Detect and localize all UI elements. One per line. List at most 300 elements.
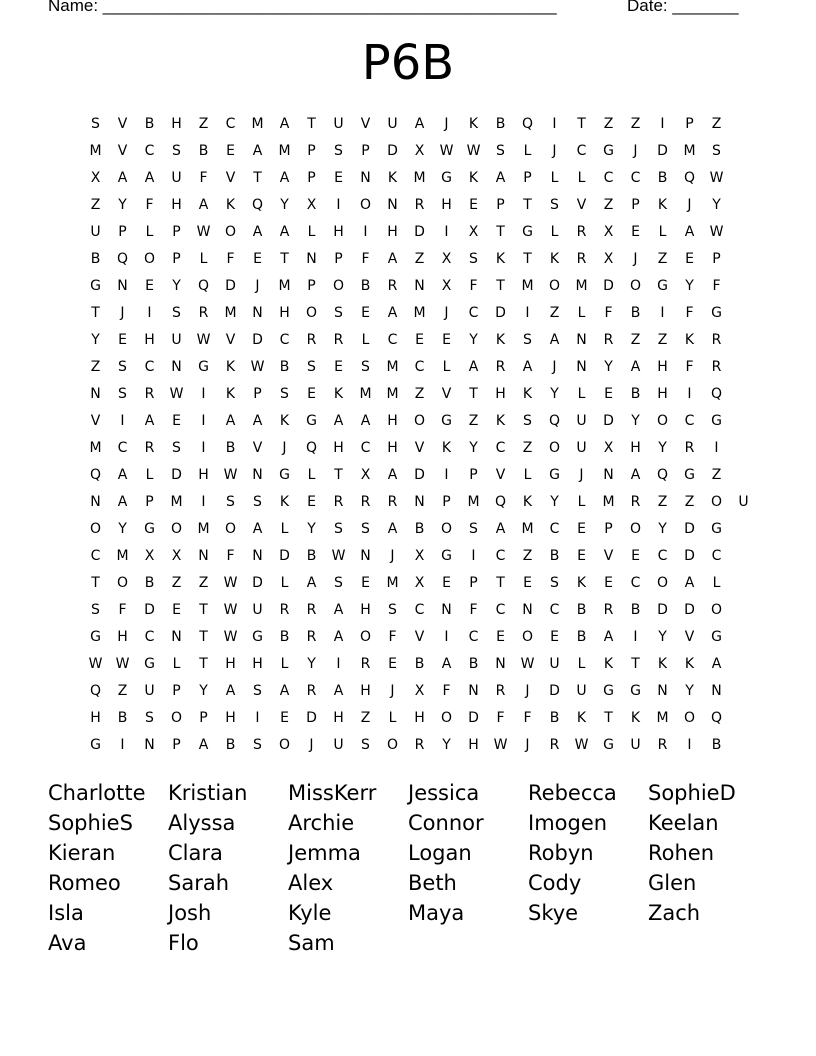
grid-cell: P [307, 170, 316, 186]
grid-cell: R [144, 386, 155, 402]
grid-cell: W [196, 332, 211, 348]
grid-cell: S [118, 359, 127, 375]
grid-cell: R [414, 737, 425, 753]
grid-cell: P [712, 251, 721, 267]
grid-cell: R [144, 440, 155, 456]
grid-cell: M [89, 143, 102, 159]
grid-cell: C [549, 521, 560, 537]
grid-cell: M [116, 548, 129, 564]
grid-cell: P [172, 683, 181, 699]
grid-cell: K [549, 251, 560, 267]
grid-cell: S [91, 602, 100, 618]
grid-cell: W [709, 170, 724, 186]
grid-cell: B [306, 548, 317, 564]
grid-cell: A [306, 575, 317, 591]
grid-cell: M [521, 521, 534, 537]
word-list-item: Josh [168, 901, 212, 925]
grid-cell: L [145, 224, 154, 240]
word-list-item: Skye [528, 901, 579, 925]
grid-cell: C [414, 602, 425, 618]
grid-cell: C [657, 548, 668, 564]
grid-cell: Z [117, 683, 128, 699]
grid-cell: D [495, 305, 506, 321]
grid-cell: H [468, 737, 479, 753]
grid-cell: B [90, 251, 101, 267]
grid-cell: A [387, 251, 398, 267]
grid-cell: Z [414, 251, 425, 267]
grid-row [82, 246, 757, 273]
grid-cell: F [685, 359, 694, 375]
grid-cell: X [603, 224, 614, 240]
grid-cell: G [630, 683, 641, 699]
grid-cell: Y [307, 521, 316, 537]
grid-cell: N [90, 494, 101, 510]
grid-cell: P [469, 575, 478, 591]
grid-cell: C [495, 602, 506, 618]
grid-row [82, 435, 757, 462]
grid-cell: Z [657, 494, 668, 510]
word-list-item: SophieD [648, 781, 736, 805]
word-list-item: Clara [168, 841, 223, 865]
grid-cell: R [576, 251, 587, 267]
grid-cell: D [657, 602, 668, 618]
grid-cell: X [414, 575, 425, 591]
grid-cell: Q [305, 440, 318, 456]
grid-cell: F [496, 710, 505, 726]
grid-cell: Z [171, 575, 182, 591]
grid-cell: Y [604, 359, 613, 375]
grid-cell: R [306, 629, 317, 645]
grid-cell: W [223, 575, 238, 591]
grid-cell: G [603, 737, 614, 753]
grid-cell: D [684, 521, 695, 537]
page-title: P6B [361, 35, 455, 91]
grid-row [82, 138, 757, 165]
grid-cell: A [144, 413, 155, 429]
grid-cell: I [201, 386, 206, 402]
grid-cell: H [387, 440, 398, 456]
grid-cell: C [630, 575, 641, 591]
grid-cell: S [253, 494, 262, 510]
grid-cell: Q [548, 413, 561, 429]
grid-cell: E [361, 575, 370, 591]
grid-cell: I [120, 413, 125, 429]
grid-cell: A [630, 359, 641, 375]
word-list-item: Connor [408, 811, 484, 835]
grid-cell: B [279, 359, 290, 375]
grid-cell: A [117, 467, 128, 483]
grid-cell: P [631, 197, 640, 213]
grid-cell: T [604, 710, 613, 726]
grid-cell: A [387, 521, 398, 537]
grid-cell: N [171, 359, 182, 375]
grid-cell: I [444, 224, 449, 240]
grid-cell: H [144, 332, 155, 348]
grid-cell: L [442, 359, 451, 375]
grid-cell: B [225, 440, 236, 456]
grid-cell: A [387, 467, 398, 483]
grid-cell: S [334, 575, 343, 591]
grid-row [82, 462, 757, 489]
grid-cell: N [414, 278, 425, 294]
grid-cell: K [495, 413, 506, 429]
grid-cell: E [523, 575, 532, 591]
grid-cell: C [576, 143, 587, 159]
grid-cell: L [145, 467, 154, 483]
grid-cell: A [279, 116, 290, 132]
grid-cell: S [172, 305, 181, 321]
word-list-item: Rebecca [528, 781, 617, 805]
grid-cell: R [360, 494, 371, 510]
grid-cell: A [198, 737, 209, 753]
grid-cell: C [279, 332, 290, 348]
grid-cell: Y [172, 278, 181, 294]
grid-cell: S [523, 413, 532, 429]
grid-cell: L [523, 467, 532, 483]
grid-cell: N [387, 197, 398, 213]
grid-cell: H [252, 656, 263, 672]
grid-cell: G [306, 413, 317, 429]
grid-cell: L [172, 656, 181, 672]
grid-cell: G [90, 737, 101, 753]
word-list-item: MissKerr [288, 781, 377, 805]
grid-cell: S [361, 737, 370, 753]
grid-cell: S [172, 143, 181, 159]
grid-cell: Y [307, 656, 316, 672]
grid-cell: W [250, 359, 265, 375]
grid-cell: H [441, 197, 452, 213]
grid-cell: U [576, 440, 587, 456]
grid-cell: S [388, 602, 397, 618]
grid-cell: Q [683, 170, 696, 186]
grid-cell: S [712, 143, 721, 159]
grid-cell: B [576, 629, 587, 645]
grid-cell: W [466, 143, 481, 159]
grid-cell: T [577, 116, 586, 132]
grid-cell: A [630, 467, 641, 483]
grid-cell: M [521, 278, 534, 294]
grid-cell: R [630, 494, 641, 510]
grid-cell: O [170, 710, 183, 726]
grid-cell: A [225, 413, 236, 429]
grid-cell: A [684, 575, 695, 591]
grid-cell: M [386, 386, 399, 402]
grid-cell: K [522, 386, 533, 402]
grid-cell: M [683, 143, 696, 159]
grid-cell: E [631, 224, 640, 240]
grid-cell: W [223, 467, 238, 483]
grid-cell: M [575, 278, 588, 294]
grid-cell: B [630, 305, 641, 321]
grid-cell: B [414, 521, 425, 537]
grid-cell: K [576, 575, 587, 591]
grid-cell: E [442, 575, 451, 591]
word-list-item: Rohen [648, 841, 715, 865]
grid-cell: T [199, 629, 208, 645]
grid-cell: N [306, 251, 317, 267]
grid-cell: N [198, 548, 209, 564]
grid-cell: B [360, 278, 371, 294]
grid-cell: L [388, 710, 397, 726]
grid-cell: G [603, 683, 614, 699]
grid-cell: B [225, 737, 236, 753]
word-list-item: Maya [408, 901, 465, 925]
word-list-item: Jemma [288, 841, 361, 865]
grid-cell: V [441, 386, 452, 402]
word-list-item: Charlotte [48, 781, 146, 805]
word-list-item: Alex [288, 871, 334, 895]
grid-cell: I [336, 197, 341, 213]
grid-cell: G [522, 224, 533, 240]
grid-cell: E [145, 278, 154, 294]
grid-cell: P [685, 116, 694, 132]
grid-cell: I [660, 305, 665, 321]
grid-cell: E [280, 710, 289, 726]
word-list-item: Zach [648, 901, 701, 925]
grid-cell: K [468, 170, 479, 186]
grid-cell: V [225, 332, 236, 348]
grid-cell: A [333, 629, 344, 645]
grid-cell: R [711, 332, 722, 348]
grid-cell: T [523, 197, 532, 213]
grid-cell: A [333, 602, 344, 618]
grid-cell: Y [712, 197, 721, 213]
grid-cell: F [388, 629, 397, 645]
grid-cell: O [332, 278, 345, 294]
grid-cell: H [414, 710, 425, 726]
grid-cell: R [603, 602, 614, 618]
grid-cell: V [495, 467, 506, 483]
grid-cell: X [603, 440, 614, 456]
grid-cell: R [387, 494, 398, 510]
grid-cell: C [495, 548, 506, 564]
grid-cell: N [144, 737, 155, 753]
grid-cell: W [520, 656, 535, 672]
grid-cell: S [118, 386, 127, 402]
grid-cell: J [633, 251, 638, 267]
grid-cell: Z [657, 332, 668, 348]
grid-cell: K [225, 197, 236, 213]
grid-cell: O [656, 413, 669, 429]
grid-cell: W [115, 656, 130, 672]
grid-row [82, 300, 757, 327]
grid-cell: V [684, 629, 695, 645]
grid-cell: S [496, 143, 505, 159]
grid-cell: E [253, 251, 262, 267]
grid-cell: U [171, 170, 182, 186]
grid-cell: L [712, 575, 721, 591]
grid-cell: I [633, 629, 638, 645]
grid-cell: E [550, 629, 559, 645]
word-search-grid [82, 111, 757, 759]
grid-cell: Q [116, 251, 129, 267]
grid-cell: B [117, 710, 128, 726]
grid-cell: L [550, 224, 559, 240]
grid-cell: R [387, 278, 398, 294]
grid-cell: C [549, 602, 560, 618]
grid-cell: E [172, 602, 181, 618]
grid-cell: W [223, 629, 238, 645]
grid-cell: K [279, 494, 290, 510]
grid-cell: C [468, 629, 479, 645]
grid-cell: K [279, 413, 290, 429]
grid-cell: R [549, 737, 560, 753]
grid-cell: K [630, 710, 641, 726]
grid-cell: J [282, 440, 287, 456]
name-field-label: Name: ________________________________________________ [48, 0, 557, 15]
grid-cell: G [198, 359, 209, 375]
grid-cell: N [603, 467, 614, 483]
grid-cell: A [549, 332, 560, 348]
grid-cell: S [280, 386, 289, 402]
grid-cell: I [687, 386, 692, 402]
grid-cell: C [630, 170, 641, 186]
grid-cell: J [525, 737, 530, 753]
grid-cell: G [441, 548, 452, 564]
grid-cell: R [360, 656, 371, 672]
grid-cell: W [196, 224, 211, 240]
grid-cell: E [685, 251, 694, 267]
grid-cell: O [548, 278, 561, 294]
grid-cell: C [684, 413, 695, 429]
grid-cell: A [144, 170, 155, 186]
grid-cell: D [171, 467, 182, 483]
grid-cell: I [363, 224, 368, 240]
grid-cell: Y [118, 521, 127, 537]
grid-cell: Y [550, 386, 559, 402]
grid-cell: N [252, 467, 263, 483]
grid-cell: H [225, 710, 236, 726]
grid-cell: X [171, 548, 182, 564]
grid-cell: T [91, 575, 100, 591]
grid-cell: L [577, 494, 586, 510]
grid-cell: A [495, 170, 506, 186]
grid-cell: X [414, 548, 425, 564]
grid-row [82, 219, 757, 246]
grid-cell: V [225, 170, 236, 186]
grid-cell: L [550, 170, 559, 186]
grid-row [82, 165, 757, 192]
grid-cell: E [361, 305, 370, 321]
grid-cell: U [549, 656, 560, 672]
grid-cell: N [252, 305, 263, 321]
grid-cell: K [603, 656, 614, 672]
grid-cell: D [279, 548, 290, 564]
grid-cell: M [278, 278, 291, 294]
grid-cell: K [225, 386, 236, 402]
grid-cell: Y [658, 440, 667, 456]
grid-cell: M [251, 116, 264, 132]
word-list-item: Archie [288, 811, 355, 835]
grid-cell: K [468, 116, 479, 132]
grid-cell: W [331, 548, 346, 564]
grid-cell: B [549, 710, 560, 726]
grid-cell: B [144, 575, 155, 591]
grid-cell: E [604, 386, 613, 402]
grid-cell: O [170, 521, 183, 537]
grid-cell: T [523, 251, 532, 267]
word-list-item: Cody [528, 871, 582, 895]
grid-cell: M [170, 494, 183, 510]
grid-cell: I [336, 656, 341, 672]
grid-cell: A [279, 170, 290, 186]
grid-cell: T [631, 656, 640, 672]
grid-cell: O [521, 629, 534, 645]
grid-cell: G [603, 143, 614, 159]
grid-cell: K [576, 710, 587, 726]
grid-cell: Y [118, 197, 127, 213]
grid-cell: N [360, 548, 371, 564]
grid-cell: Z [522, 440, 533, 456]
grid-cell: M [224, 305, 237, 321]
grid-cell: I [444, 629, 449, 645]
word-list-item: Kyle [288, 901, 332, 925]
grid-cell: D [252, 332, 263, 348]
grid-cell: H [630, 440, 641, 456]
grid-cell: L [658, 224, 667, 240]
grid-cell: Y [199, 683, 208, 699]
grid-cell: W [493, 737, 508, 753]
grid-row [82, 516, 757, 543]
grid-cell: P [442, 494, 451, 510]
grid-cell: V [117, 143, 128, 159]
grid-cell: A [333, 683, 344, 699]
grid-cell: B [468, 656, 479, 672]
grid-cell: C [360, 440, 371, 456]
grid-cell: F [442, 683, 451, 699]
grid-cell: Z [549, 305, 560, 321]
grid-cell: O [386, 737, 399, 753]
word-list-item: Glen [648, 871, 697, 895]
grid-cell: C [387, 332, 398, 348]
grid-cell: G [252, 629, 263, 645]
grid-cell: T [199, 602, 208, 618]
grid-cell: I [147, 305, 152, 321]
grid-cell: F [469, 278, 478, 294]
grid-cell: Y [658, 629, 667, 645]
grid-cell: S [307, 359, 316, 375]
grid-cell: J [390, 548, 395, 564]
grid-cell: U [252, 602, 263, 618]
grid-cell: H [171, 116, 182, 132]
grid-cell: Q [89, 683, 102, 699]
grid-cell: F [361, 251, 370, 267]
grid-cell: J [687, 197, 692, 213]
grid-cell: N [522, 602, 533, 618]
grid-cell: C [90, 548, 101, 564]
grid-row [82, 705, 757, 732]
grid-cell: A [603, 629, 614, 645]
grid-cell: H [117, 629, 128, 645]
grid-cell: W [439, 143, 454, 159]
grid-cell: I [687, 737, 692, 753]
grid-cell: B [549, 548, 560, 564]
grid-cell: J [309, 737, 314, 753]
grid-cell: Z [90, 197, 101, 213]
grid-cell: L [307, 467, 316, 483]
grid-cell: U [387, 116, 398, 132]
grid-cell: S [550, 575, 559, 591]
word-list-item: Imogen [528, 811, 608, 835]
grid-cell: B [144, 116, 155, 132]
grid-cell: K [495, 332, 506, 348]
grid-cell: W [88, 656, 103, 672]
word-list-item: Isla [48, 901, 84, 925]
grid-row [82, 489, 757, 516]
grid-row [82, 678, 757, 705]
grid-cell: M [278, 143, 291, 159]
grid-row [82, 381, 757, 408]
